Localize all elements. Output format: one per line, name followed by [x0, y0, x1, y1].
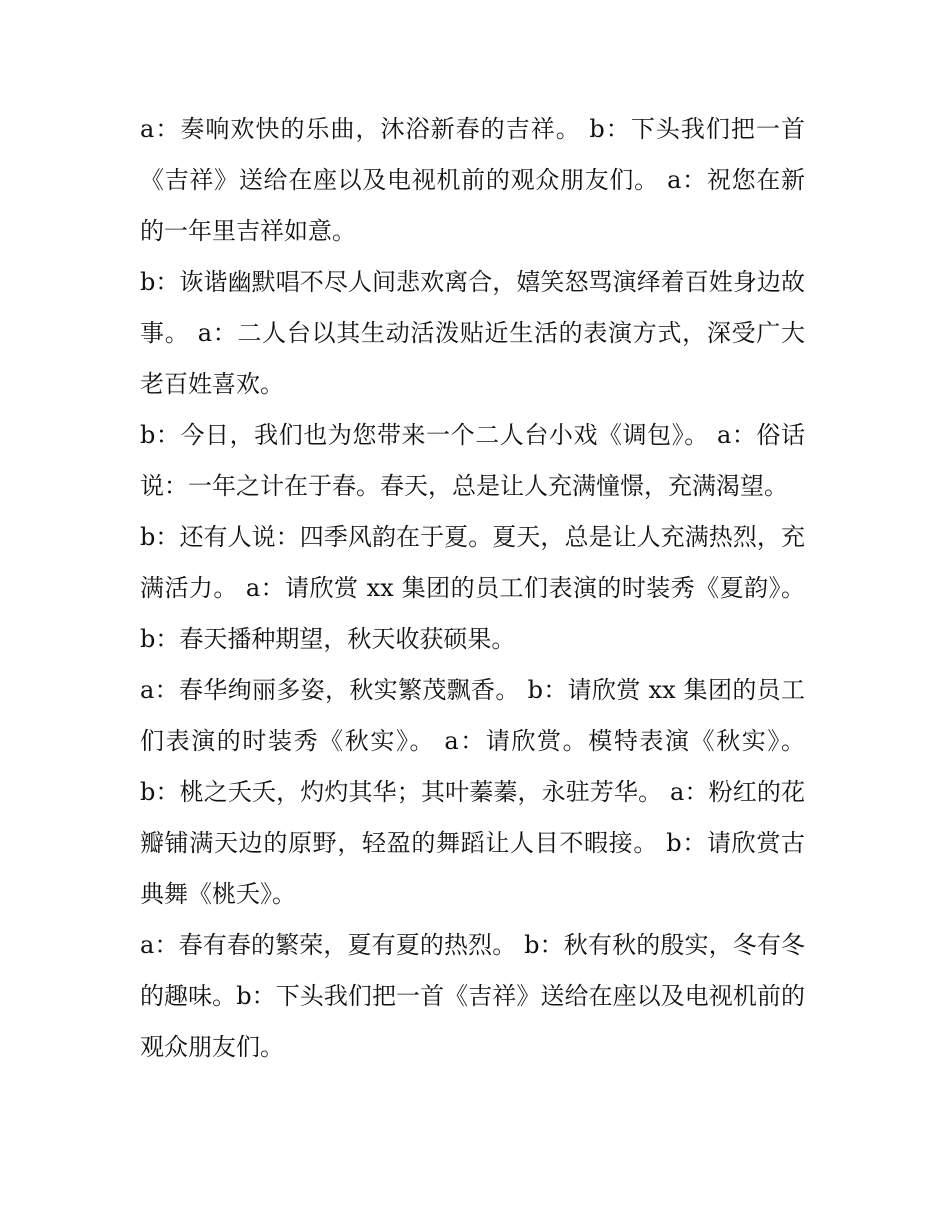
paragraph: a：春有春的繁荣，夏有夏的热烈。 b：秋有秋的殷实，冬有冬的趣味。b：下头我们把一首《吉祥》送给在座以及电视机前的观众朋友们。 — [140, 931, 805, 1061]
paragraph: b：今日，我们也为您带来一个二人台小戏《调包》。 a：俗话说：一年之计在于春。春天，总是让人充满憧憬，充满渴望。 — [140, 421, 805, 500]
paragraph: a：春华绚丽多姿，秋实繁茂飘香。 b：请欣赏 xx 集团的员工们表演的时装秀《秋实》。 a：请欣赏。模特表演《秋实》。 b：桃之夭夭，灼灼其华；其叶蓁蓁，永驻芳华。 a：粉红的花瓣铺满天边的原野，轻盈的舞蹈让人目不暇接。 b：请欣赏古典舞《桃夭》。 — [140, 676, 805, 908]
paragraph: b：诙谐幽默唱不尽人间悲欢离合，嬉笑怒骂演绎着百姓身边故事。 a：二人台以其生动活泼贴近生活的表演方式，深受广大老百姓喜欢。 — [140, 268, 805, 398]
paragraph: a：奏响欢快的乐曲，沐浴新春的吉祥。 b：下头我们把一首《吉祥》送给在座以及电视机前的观众朋友们。 a：祝您在新的一年里吉祥如意。 — [140, 115, 805, 245]
paragraph: b：还有人说：四季风韵在于夏。夏天，总是让人充满热烈，充满活力。 a：请欣赏 xx 集团的员工们表演的时装秀《夏韵》。 b：春天播种期望，秋天收获硕果。 — [140, 523, 805, 653]
document-body — [140, 104, 805, 1073]
